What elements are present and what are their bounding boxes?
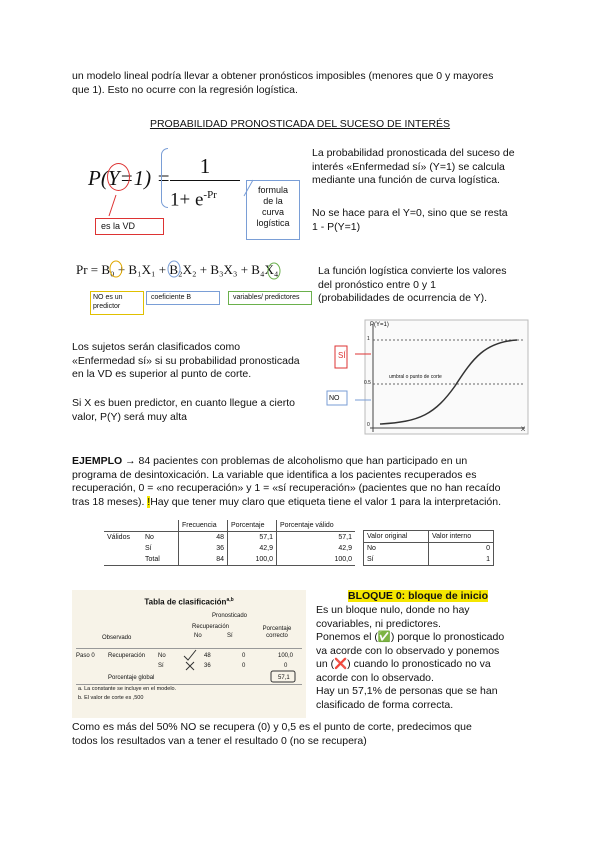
conclusion-line: todos los resultados van a tener el resultado 0 (no se recupera) [72, 734, 367, 747]
curve-y-label: P(Y=1) [370, 322, 389, 328]
frequency-table: Frecuencia Porcentaje Porcentaje válido Válidos No 48 57,1 57,1 Sí 36 42,9 42,9 Total 84 100,0 100,0 [104, 520, 355, 566]
label-formula-line: curva [261, 207, 284, 217]
para-line: mediante una función de curva logística. [312, 174, 500, 186]
classification-table [72, 590, 306, 718]
section-title: PROBABILIDAD PRONOSTICADA DEL SUCESO DE INTERÉS [149, 118, 451, 130]
bloque-line: acorde con lo observado. [316, 671, 434, 684]
table-row: Sí 36 42,9 42,9 [104, 543, 355, 554]
label-not-predictor: NO es un predictor [90, 291, 144, 315]
para-line: No se hace para el Y=0, sino que se resta [312, 207, 508, 219]
class-global-value: 57,1 [278, 675, 290, 681]
label-formula-line: logística [256, 218, 290, 228]
value-table: Valor original Valor interno No 0 Sí 1 [363, 530, 494, 566]
para-line: La función logística convierte los valores [318, 265, 507, 277]
class-table-marks [72, 590, 306, 718]
para-predictor [72, 397, 317, 424]
formula-numerator: 1 [199, 154, 211, 178]
class-row-label: Sí [158, 663, 164, 669]
ejemplo-line: recuperación, 0 = «no recuperación» y 1 = «sí recuperación» (pacientes que no han recaído [72, 482, 501, 494]
para-probability [312, 147, 528, 188]
class-row-no: 36 [204, 663, 211, 669]
formula-denominator: $1+ e^{-Pr}$ [170, 189, 217, 211]
table-row: Sí 1 [364, 554, 494, 566]
table-row: Válidos No 48 57,1 57,1 [104, 532, 355, 544]
class-table-pronosticado: Pronosticado [212, 613, 248, 619]
label-predictors: variables/ predictores [228, 291, 312, 305]
bloque-line: clasificado de forma correcta. [316, 698, 454, 711]
label-formula-line: de la [263, 196, 283, 206]
curve-tick-1: 1 [367, 336, 370, 342]
conclusion-paragraph [72, 721, 528, 748]
para-line: (probabilidades de ocurrencia de Y). [318, 292, 488, 304]
bloque-line: covariables, ni predictores. [316, 617, 441, 630]
formula-lhs: P(Y=1) = [88, 166, 171, 190]
curve-cut-label: umbral o punto de corte [389, 374, 442, 380]
class-table-recuperacion: Recuperación [192, 624, 230, 630]
bloque-line: Hay un 57,1% de personas que se han [316, 685, 498, 697]
para-line: en la VD es superior al punto de corte. [72, 368, 252, 380]
class-row-label: No [158, 653, 166, 659]
para-line: La probabilidad pronosticada del suceso de [312, 147, 515, 159]
ejemplo-paragraph [72, 455, 528, 509]
bloque-line: Ponemos el (✅) porque lo pronosticado [316, 631, 505, 643]
para-line: Si X es buen predictor, en cuanto llegue a cierto [72, 397, 295, 409]
bloque-paragraph [316, 604, 528, 712]
class-table-pct-correct: Porcentaje correcto [262, 626, 292, 639]
class-note-a: a. La constante se incluye en el modelo. [78, 686, 177, 692]
formula-linear: Pr = B₀ + B₁X₁ + B₂X₂ + B₃X₃ + B₄X₄ [76, 262, 279, 277]
formula-linear-marks [76, 258, 306, 290]
para-line: interés «Enfermedad sí» (Y=1) se calcula [312, 160, 505, 173]
class-row-no: 48 [204, 653, 211, 659]
class-row-pct: 100,0 [278, 653, 294, 659]
ejemplo-line: programa de desintoxicación. La variable que identifica a los pacientes recuperados es [72, 468, 477, 481]
para-line: Los sujetos serán clasificados como [72, 341, 241, 353]
curve-no-label: NO [329, 395, 340, 402]
para-line: del pronóstico entre 0 y 1 [318, 278, 436, 291]
label-vd: es la VD [95, 218, 164, 235]
para-subjects [72, 341, 314, 382]
intro-paragraph [72, 70, 528, 97]
class-table-observado: Observado [102, 635, 132, 641]
ejemplo-line: tras 18 meses). !Hay que tener muy claro que etiqueta tiene el valor 1 para la interpretación. [72, 495, 501, 508]
bloque-line: Es un bloque nulo, donde no hay [316, 604, 470, 616]
class-table-si: Sí [227, 633, 233, 639]
class-table-rec-label: Recuperación [108, 653, 146, 659]
class-row-pct: 0 [284, 663, 288, 669]
ejemplo-label: EJEMPLO [72, 455, 123, 467]
table-row: Total 84 100,0 100,0 [104, 554, 355, 566]
label-formula-line: formula [257, 185, 288, 195]
class-note-b: b. El valor de corte es ,500 [78, 695, 144, 701]
class-global-label: Porcentaje global [108, 675, 155, 681]
curve-tick-0: 0 [367, 422, 370, 428]
para-line: valor, P(Y) será muy alta [72, 410, 187, 423]
curve-tick-05: 0.5 [364, 380, 371, 386]
intro-line: un modelo lineal podría llevar a obtener pronósticos imposibles (menores que 0 y mayores [72, 70, 494, 82]
logistic-curve-figure [325, 318, 530, 438]
table-row: No 0 [364, 543, 494, 555]
conclusion-line: Como es más del 50% NO se recupera (0) y 0,5 es el punto de corte, predecimos que [72, 721, 472, 733]
bloque-line: va acorde con lo observado y ponemos [316, 644, 500, 657]
label-coef-b: coeficiente B [146, 291, 220, 305]
ejemplo-line: EJEMPLO → 84 pacientes con problemas de alcoholismo que han participado en un [72, 455, 468, 467]
bloque-title: BLOQUE 0: bloque de inicio [348, 590, 489, 602]
bloque-line: un (❌) cuando lo pronosticado no va [316, 658, 491, 670]
class-row-si: 0 [242, 653, 246, 659]
para-logistic [318, 265, 528, 306]
label-formula [246, 180, 300, 240]
class-table-paso: Paso 0 [76, 653, 95, 659]
para-probability-2 [312, 207, 528, 234]
para-line: 1 - P(Y=1) [312, 220, 361, 233]
intro-line: que 1). Esto no ocurre con la regresión logística. [72, 83, 298, 96]
class-row-si: 0 [242, 663, 246, 669]
class-table-title: Tabla de clasificación$^{a,b}$ [144, 597, 234, 607]
curve-x-label: X [521, 427, 526, 433]
exclamation-mark: ! [147, 495, 151, 508]
class-table-no: No [194, 633, 202, 639]
curve-si-label: SÍ [338, 351, 346, 360]
ejemplo-arrow: → [125, 455, 136, 467]
para-line: «Enfermedad sí» si su probabilidad pronosticada [72, 354, 300, 367]
